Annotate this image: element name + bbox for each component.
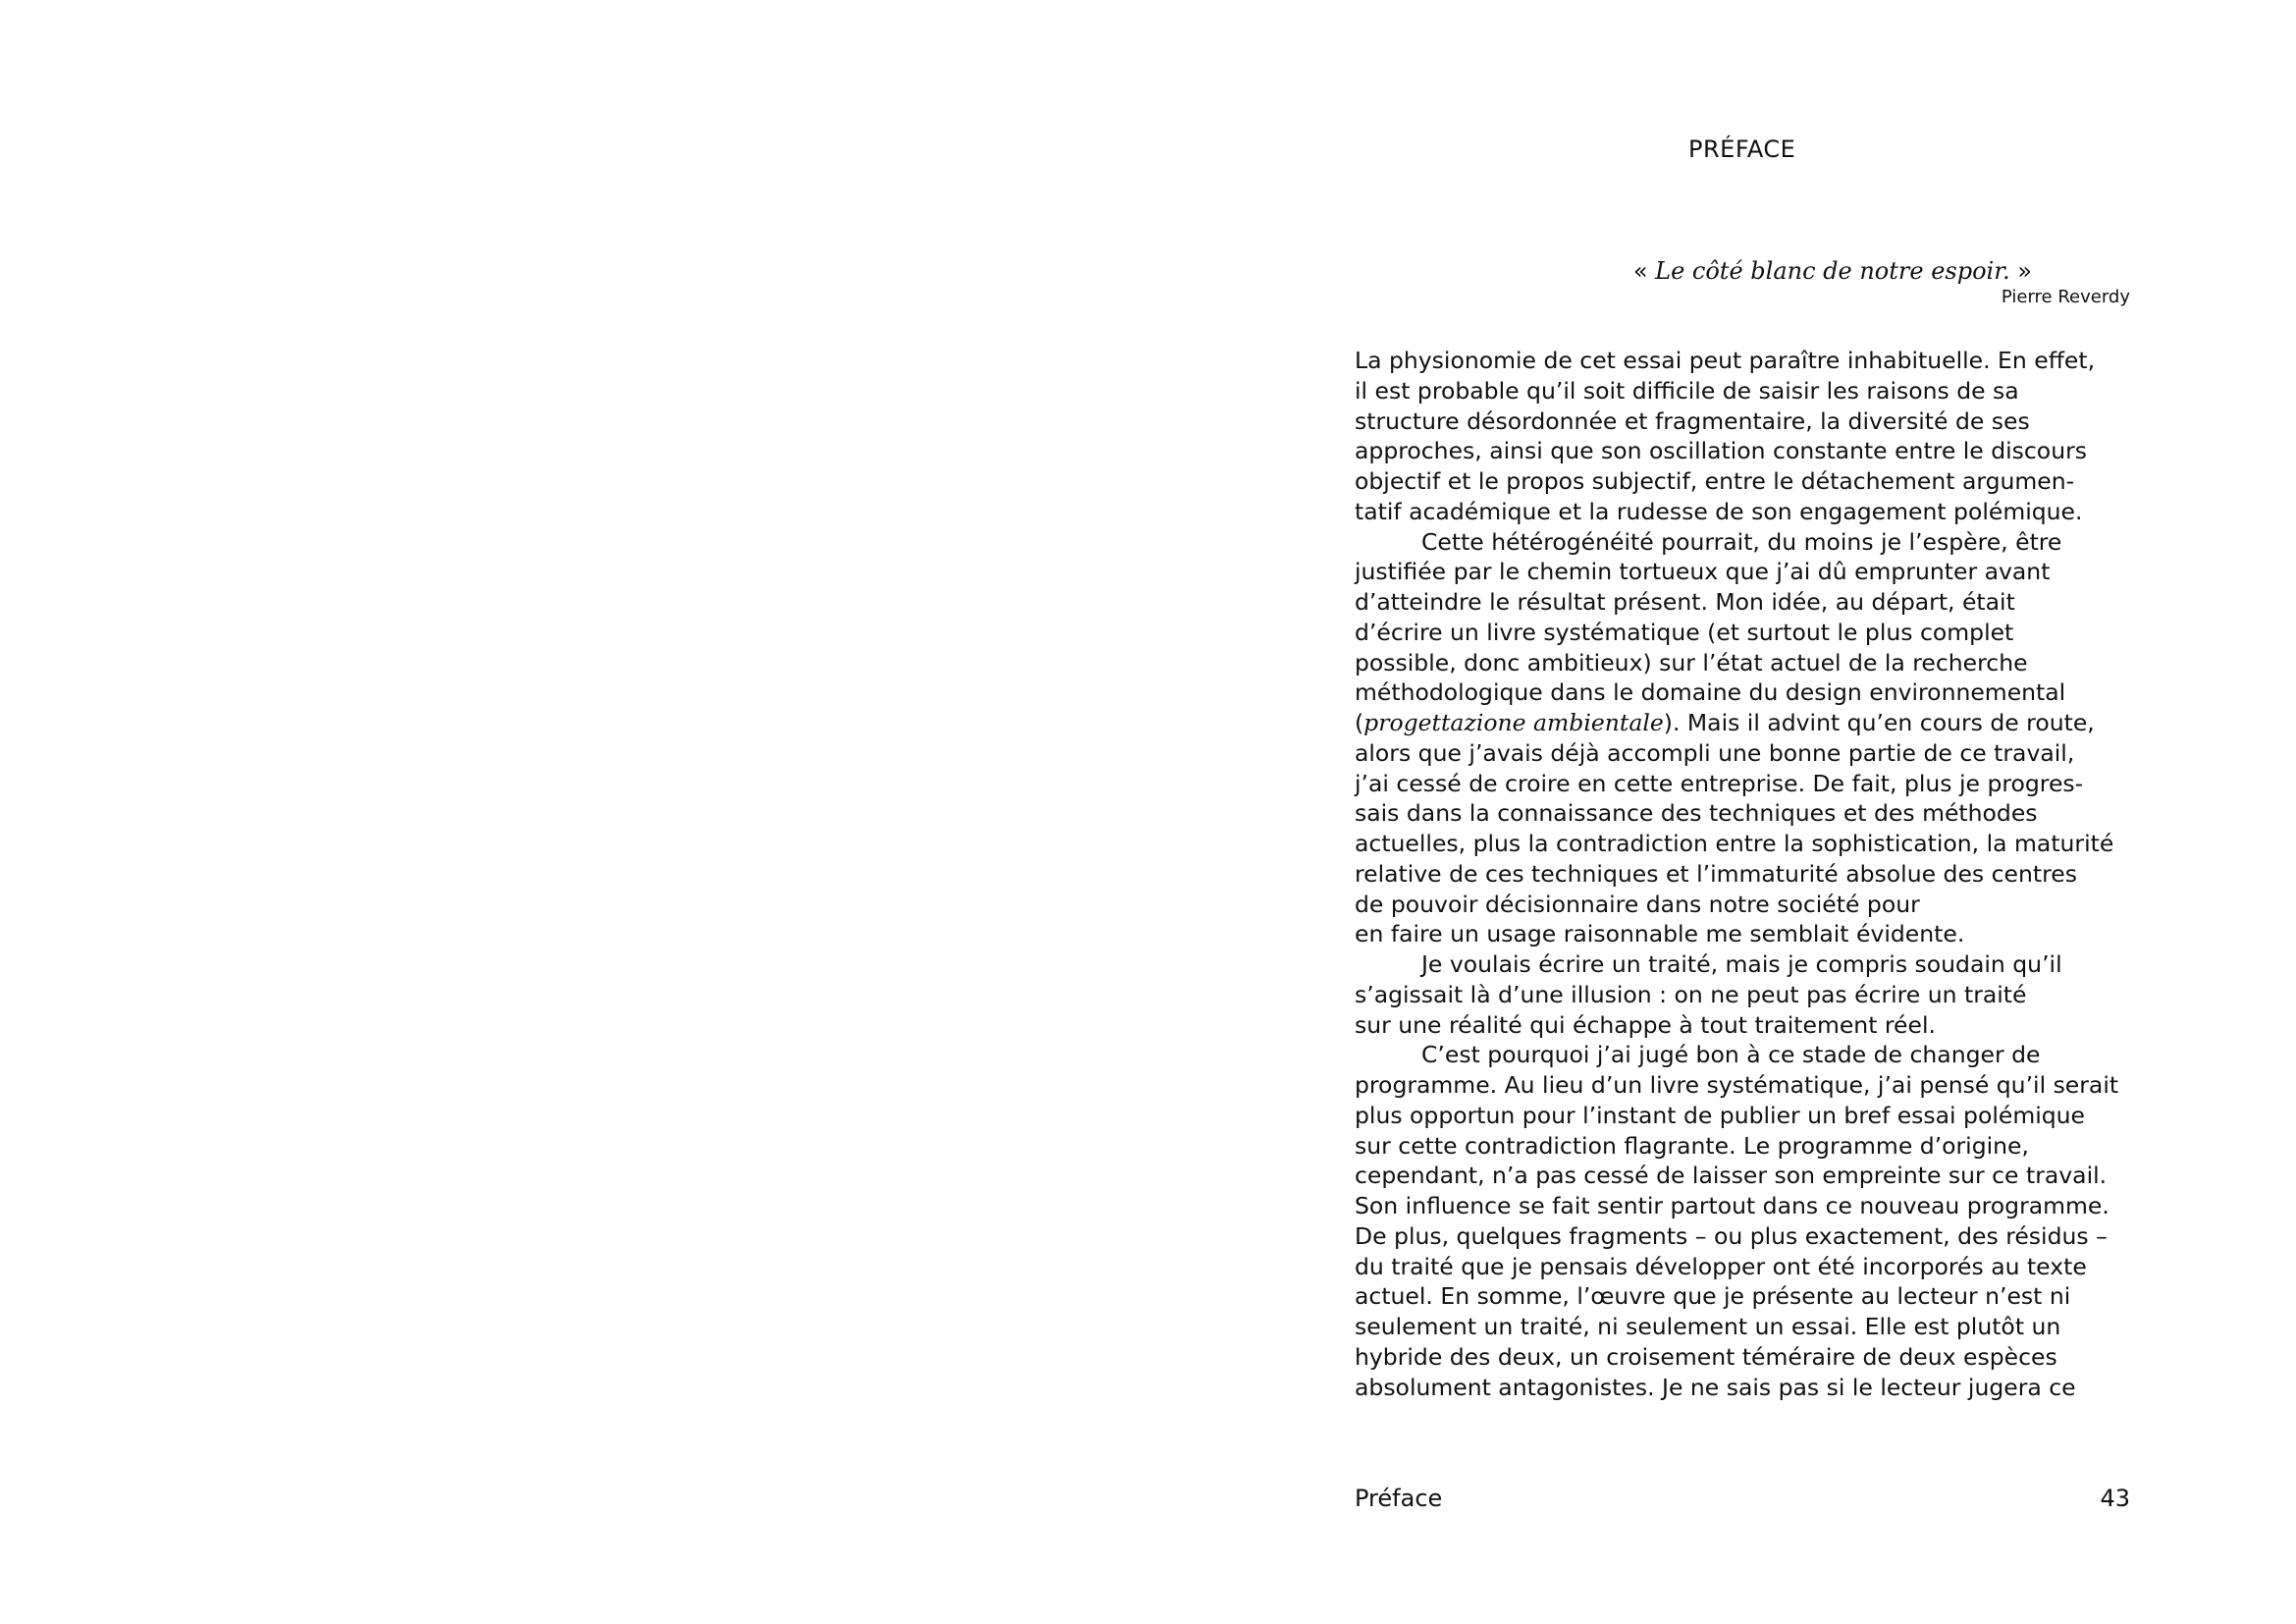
epigraph-author: Pierre Reverdy — [2001, 287, 2130, 307]
text-line: du traité que je pensais développer ont été incorporés au texte — [1355, 1252, 2087, 1280]
quote-open-mark: « — [1632, 257, 1656, 285]
text-line: programme. Au lieu d’un livre systématique, j’ai pensé qu’il serait — [1355, 1071, 2119, 1099]
text-line: structure désordonnée et fragmentaire, la diversité de ses — [1355, 406, 2030, 435]
text-line: possible, donc ambitieux) sur l’état actuel de la recherche — [1355, 648, 2028, 677]
epigraph — [1551, 255, 2130, 308]
text-line: Son influence se fait sentir partout dans ce nouveau programme. — [1355, 1192, 2109, 1219]
text-line: sais dans la connaissance des techniques et des méthodes — [1355, 799, 2038, 828]
text-line: tatif académique et la rudesse de son engagement polémique. — [1355, 497, 2083, 525]
page-number: 43 — [2100, 1485, 2130, 1512]
page-title: PRÉFACE — [1688, 135, 1796, 163]
text-line-with-italic — [1355, 708, 2140, 738]
text-line: de pouvoir décisionnaire dans notre société pour — [1355, 890, 1920, 918]
text-line: j’ai cessé de croire en cette entreprise. De fait, plus je progres- — [1355, 769, 2084, 797]
text-line: alors que j’avais déjà accompli une bonne partie de ce travail, — [1355, 738, 2075, 767]
text-line: il est probable qu’il soit difficile de saisir les raisons de sa — [1355, 376, 2019, 405]
epigraph-text: Le côté blanc de notre espoir. — [1655, 257, 2010, 285]
text-line: actuelles, plus la contradiction entre la sophistication, la maturité — [1355, 830, 2114, 857]
text-line-paragraph-start: C’est pourquoi j’ai jugé bon à ce stade de changer de — [1421, 1041, 2041, 1069]
text-line: relative de ces techniques et l’immaturité absolue des centres — [1355, 859, 2077, 888]
text-line-paragraph-start: Je voulais écrire un traité, mais je compris soudain qu’il — [1421, 950, 2062, 978]
italic-term: progettazione ambientale — [1363, 709, 1664, 736]
quote-close-mark: » — [2009, 257, 2032, 285]
text-line: d’écrire un livre systématique (et surtout le plus complet — [1355, 618, 2014, 646]
text-line: justifiée par le chemin tortueux que j’ai dû emprunter avant — [1355, 558, 2051, 586]
text-line: absolument antagonistes. Je ne sais pas si le lecteur jugera ce — [1355, 1373, 2076, 1401]
text-line: s’agissait là d’une illusion : on ne peut pas écrire un traité — [1355, 980, 2027, 1008]
text-line: approches, ainsi que son oscillation constante entre le discours — [1355, 437, 2087, 465]
text-line: hybride des deux, un croisement téméraire de deux espèces — [1355, 1342, 2057, 1371]
text-line: actuel. En somme, l’œuvre que je présente au lecteur n’est ni — [1355, 1282, 2071, 1311]
epigraph-quote — [1551, 255, 2130, 287]
text-line: sur une réalité qui échappe à tout traitement réel. — [1355, 1010, 1936, 1039]
text-line: seulement un traité, ni seulement un essai. Elle est plutôt un — [1355, 1313, 2061, 1340]
running-footer-title: Préface — [1355, 1485, 1443, 1512]
line-rest: ). Mais il advint qu’en cours de route, — [1663, 709, 2095, 736]
text-line-paragraph-start: Cette hétérogénéité pourrait, du moins je l’espère, être — [1421, 527, 2062, 556]
text-line: La physionomie de cet essai peut paraître inhabituelle. En effet, — [1355, 347, 2096, 374]
text-line: sur cette contradiction flagrante. Le programme d’origine, — [1355, 1131, 2029, 1160]
text-line: cependant, n’a pas cessé de laisser son empreinte sur ce travail. — [1355, 1162, 2108, 1190]
paren-open: ( — [1355, 709, 1364, 736]
text-line: objectif et le propos subjectif, entre le détachement argumen- — [1355, 467, 2075, 495]
text-line: De plus, quelques fragments – ou plus exactement, des résidus – — [1355, 1221, 2108, 1250]
text-line: méthodologique dans le domaine du design environnemental — [1355, 678, 2066, 707]
body-text — [1355, 346, 2140, 1402]
text-line: d’atteindre le résultat présent. Mon idée, au départ, était — [1355, 588, 2015, 616]
text-line: en faire un usage raisonnable me semblait évidente. — [1355, 920, 1965, 948]
text-line: plus opportun pour l’instant de publier un bref essai polémique — [1355, 1101, 2086, 1129]
